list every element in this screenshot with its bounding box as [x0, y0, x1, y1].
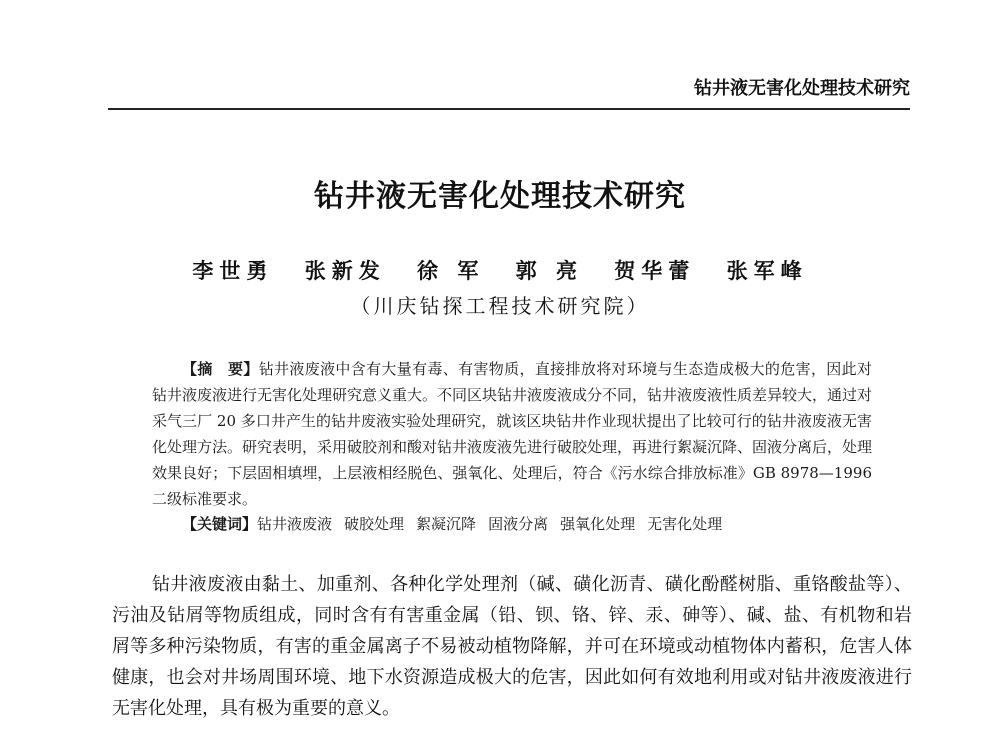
- author-name: 张军峰: [726, 258, 808, 283]
- abstract: [152, 356, 872, 512]
- keyword: 强氧化处理: [560, 515, 636, 533]
- author-name: 李世勇: [192, 258, 274, 283]
- keyword: 钻井液废液: [257, 515, 333, 533]
- keyword: 无害化处理: [647, 515, 723, 533]
- keywords: [182, 511, 872, 537]
- keyword: 固液分离: [488, 515, 549, 533]
- body-paragraph: 钻井液废液由黏土、加重剂、各种化学处理剂（碱、磺化沥青、磺化酚醛树脂、重铬酸盐等）、污油及钻屑等物质组成，同时含有有害重金属（铅、钡、铬、锌、汞、砷等）、碱、盐、有机物和岩屑等多种污染物质，有害的重金属离子不易被动植物降解，并可在环境或动植物体内蓄积，危害人体健康，也会对井场周围环境、地下水资源造成极大的危害，因此如何有效地利用或对钻井液废液进行无害化处理，具有极为重要的意义。: [112, 574, 912, 719]
- keyword: 絮凝沉降: [416, 515, 477, 533]
- author-name: 徐 军: [417, 258, 485, 283]
- running-title: 钻井液无害化处理技术研究: [694, 78, 910, 99]
- author-list: [0, 255, 1000, 285]
- abstract-text: 钻井液废液中含有大量有毒、有害物质，直接排放将对环境与生态造成极大的危害，因此对钻井液废液进行无害化处理研究意义重大。不同区块钻井液废液成分不同，钻井液废液性质差异较大，通过对采气三厂 20 多口井产生的钻井废液实验处理研究，就该区块钻井作业现状提出了比较可行的钻井液废液无害化处理方法。研究表明，采用破胶剂和酸对钻井液废液先进行破胶处理，再进行絮凝沉降、固液分离后，处理效果良好；下层固相填埋，上层液相经脱色、强氧化、处理后，符合《污水综合排放标准》GB 8978—1996 二级标准要求。: [152, 360, 873, 508]
- paper-title: 钻井液无害化处理技术研究: [314, 179, 686, 214]
- keyword: 破胶处理: [344, 515, 405, 533]
- header-rule: [108, 108, 910, 110]
- author-name: 贺华蕾: [614, 258, 696, 283]
- affiliation: （川庆钻探工程技术研究院）: [350, 294, 650, 318]
- abstract-label: 【摘 要】: [182, 360, 259, 378]
- author-name: 郭 亮: [515, 258, 583, 283]
- keywords-label: 【关键词】: [182, 515, 258, 533]
- author-name: 张新发: [304, 258, 386, 283]
